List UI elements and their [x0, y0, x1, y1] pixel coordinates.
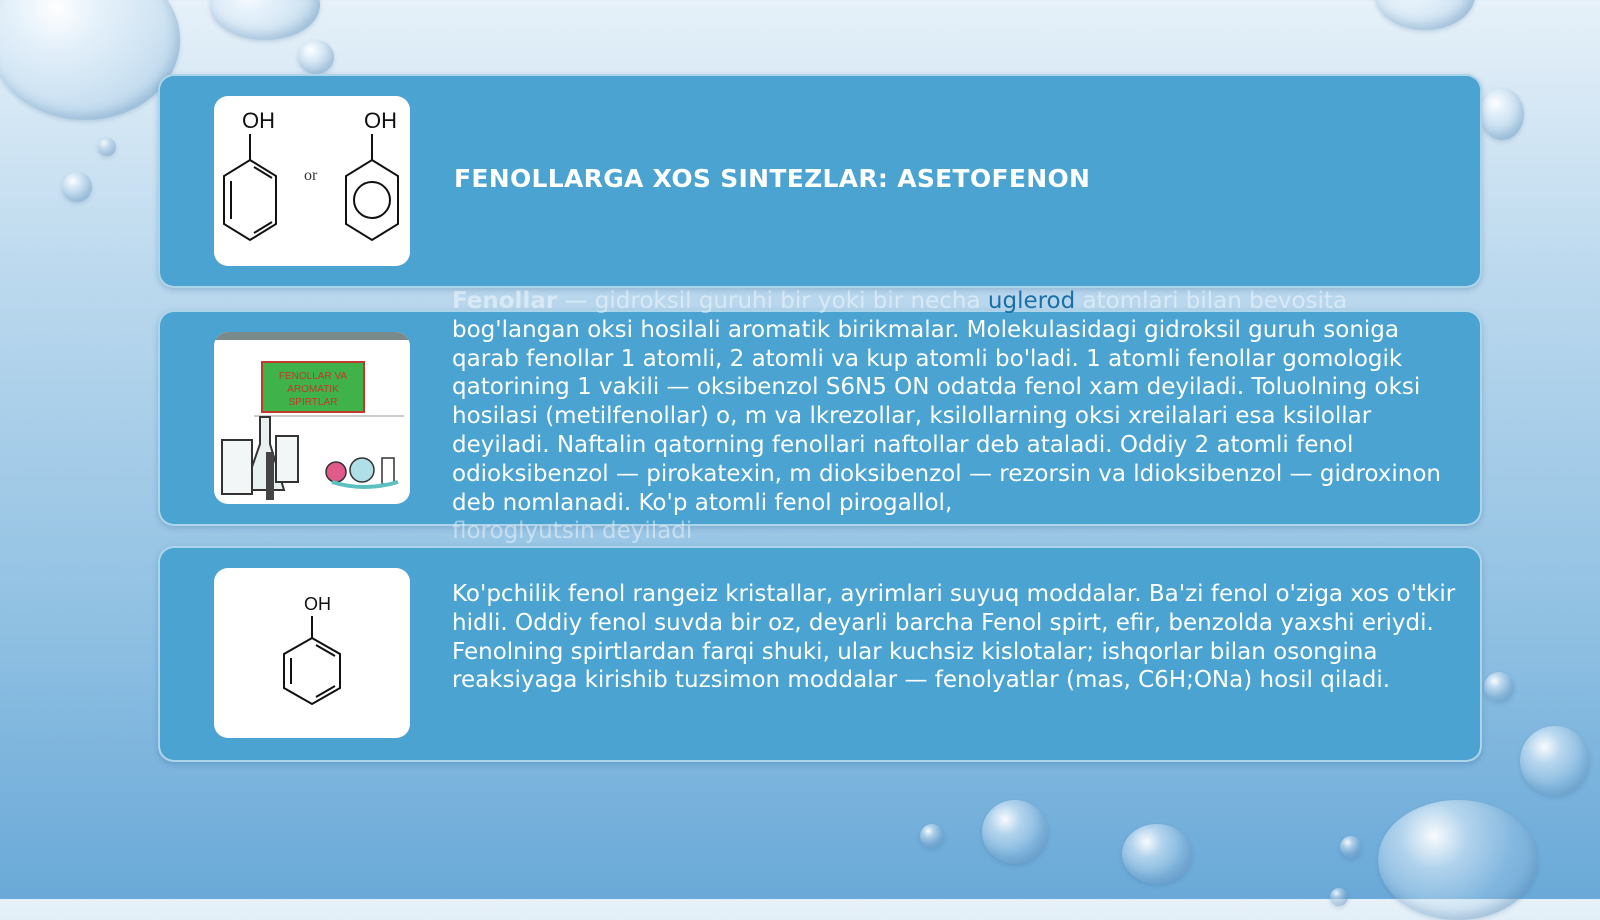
- faded-tail: floroglyutsin deyiladi: [452, 518, 693, 545]
- water-drop: [1480, 88, 1524, 140]
- water-drop: [1484, 672, 1514, 702]
- water-drop: [1340, 836, 1362, 858]
- faded-lead-rest: — gidroksil guruhi bir yoki bir necha: [557, 288, 988, 314]
- water-drop: [98, 138, 116, 156]
- slide-title: FENOLLARGA XOS SINTEZLAR: ASETOFENON: [454, 164, 1091, 193]
- phenol-drawing: [214, 568, 410, 738]
- sign-line-3: SPIRTLAR: [288, 397, 338, 408]
- sign-line-1: FENOLLAR VA: [278, 371, 348, 382]
- paragraph-fenollar: [452, 287, 1462, 546]
- water-drop: [920, 824, 944, 848]
- phenol-image: [214, 568, 410, 738]
- test-tubes-icon: [326, 458, 398, 487]
- oh-label-left: OH: [242, 108, 275, 133]
- title-panel: [158, 74, 1482, 288]
- phenol-oh-label: OH: [304, 594, 331, 614]
- phenol-structures-image: [214, 96, 410, 266]
- uglerod-link[interactable]: uglerod: [987, 288, 1076, 314]
- water-drop: [0, 0, 180, 120]
- flask-icon: [222, 417, 298, 500]
- water-drop: [210, 0, 320, 40]
- paragraph-properties: Ko'pchilik fenol rangeiz kristallar, ayrimlari suyuq moddalar. Ba'zi fenol o'ziga xos o'tkir hidli. Oddiy fenol suvda bir oz, deyarli barcha Fenol spirt, efir, benzolda yaxshi eriydi. Fenolning spirtlardan farqi shuki, ular kuchsiz kislotalar; ishqorlar bilan osongina reaksiyaga kirishib tuzsimon moddalar — fenolyatlar (mas, C6H;ONa) hosil qiladi.: [452, 581, 1456, 694]
- faded-lead-term: Fenollar: [452, 288, 558, 314]
- lab-illustration-drawing: [214, 332, 410, 504]
- lab-illustration-image: [214, 332, 410, 504]
- water-drop: [1378, 800, 1538, 920]
- sign-line-2: AROMATIK: [287, 384, 339, 395]
- water-drop: [62, 172, 92, 202]
- or-label: or: [304, 167, 318, 184]
- water-drop: [1375, 0, 1475, 30]
- water-drop: [1122, 824, 1192, 884]
- oh-label-right: OH: [364, 108, 397, 133]
- water-drop: [298, 40, 334, 74]
- faded-after-link: atomlari bilan bevosita: [1075, 288, 1348, 314]
- paragraph-body: bog'langan oksi hosilali aromatik birikmalar. Molekulasidagi gidroksil guruh soniga qarab fenollar 1 atomli, 2 atomli va kup atomli bo'ladi. 1 atomli fenollar gomologik qatorining 1 vakili — oksibenzol S6N5 ON odatda fenol xam deyiladi. Toluolning oksi hosilasi (metilfenollar) o, m va lkrezollar, ksilollarning oksi xreilalari esa ksilollar deyiladi. Naftalin qatorning fenollari naftollar deb ataladi. Oddiy 2 atomli fenol odioksibenzol — pirokatexin, m dioksibenzol — rezorsin va ldioksibenzol — gidroxinon deb nomlanadi. Ko'p atomli fenol pirogallol,: [452, 316, 1441, 516]
- water-drop: [1330, 888, 1348, 906]
- phenol-structures-drawing: [214, 96, 410, 266]
- water-drop: [982, 800, 1048, 864]
- water-drop: [1520, 726, 1590, 796]
